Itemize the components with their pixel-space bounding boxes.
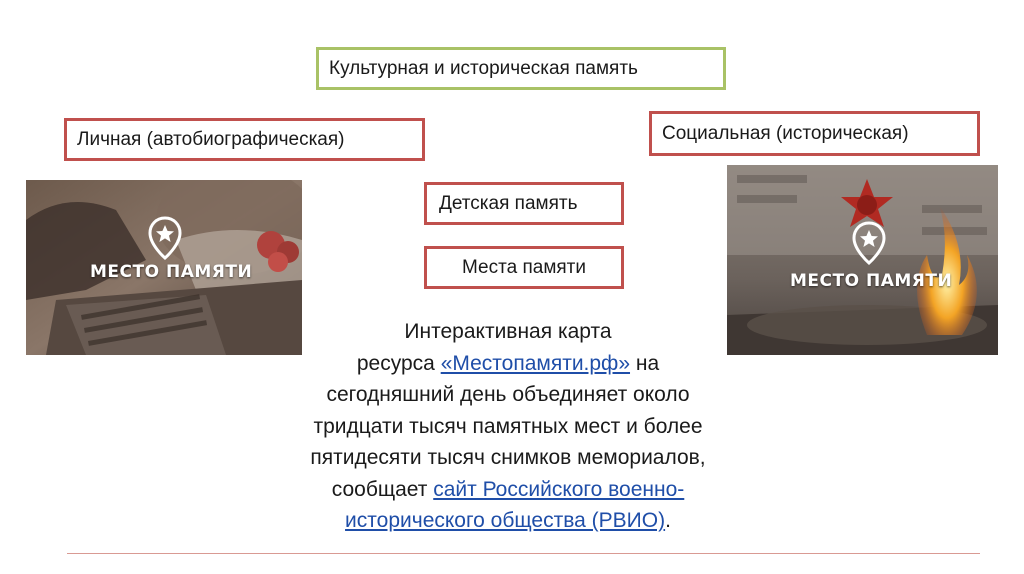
body-line-2-post: на [630, 351, 660, 375]
body-line-7 [258, 505, 758, 537]
personal-memory-box [64, 118, 425, 161]
bottom-divider [67, 553, 980, 554]
title-box [316, 47, 726, 90]
places-of-memory-box [424, 246, 624, 289]
location-pin-star-icon [148, 216, 182, 260]
body-line-6 [258, 474, 758, 506]
places-of-memory-text: Места памяти [462, 256, 586, 278]
photo-left-overlay-label: МЕСТО ПАМЯТИ [90, 262, 253, 282]
body-line-6-pre: сообщает [331, 477, 434, 501]
body-paragraph [258, 316, 758, 537]
childhood-memory-box [424, 182, 624, 225]
rvio-link-part1[interactable]: сайт Российского военно- [433, 477, 685, 501]
personal-memory-text: Личная (автобиографическая) [77, 128, 345, 150]
mestopamyati-link[interactable]: «Местопамяти.рф» [440, 351, 631, 375]
body-line-7-post: . [665, 509, 671, 532]
social-memory-text: Социальная (историческая) [662, 122, 909, 144]
body-line-5: пятидесяти тысяч снимков мемориалов, [310, 446, 706, 469]
body-line-2 [258, 348, 758, 380]
rvio-link-part2[interactable]: исторического общества (РВИО) [345, 509, 666, 532]
body-line-3: сегодняшний день объединяет около [326, 383, 690, 406]
body-line-4: тридцати тысяч памятных мест и более [313, 414, 703, 438]
social-memory-box [649, 111, 980, 156]
location-pin-star-icon [852, 221, 886, 265]
body-line-1: Интерактивная карта [404, 320, 612, 343]
body-line-2-pre: ресурса [356, 351, 441, 375]
title-text: Культурная и историческая память [329, 57, 638, 79]
photo-right-overlay-label: МЕСТО ПАМЯТИ [790, 271, 953, 291]
memorial-photo-right [727, 165, 998, 355]
childhood-memory-text: Детская память [439, 192, 578, 214]
